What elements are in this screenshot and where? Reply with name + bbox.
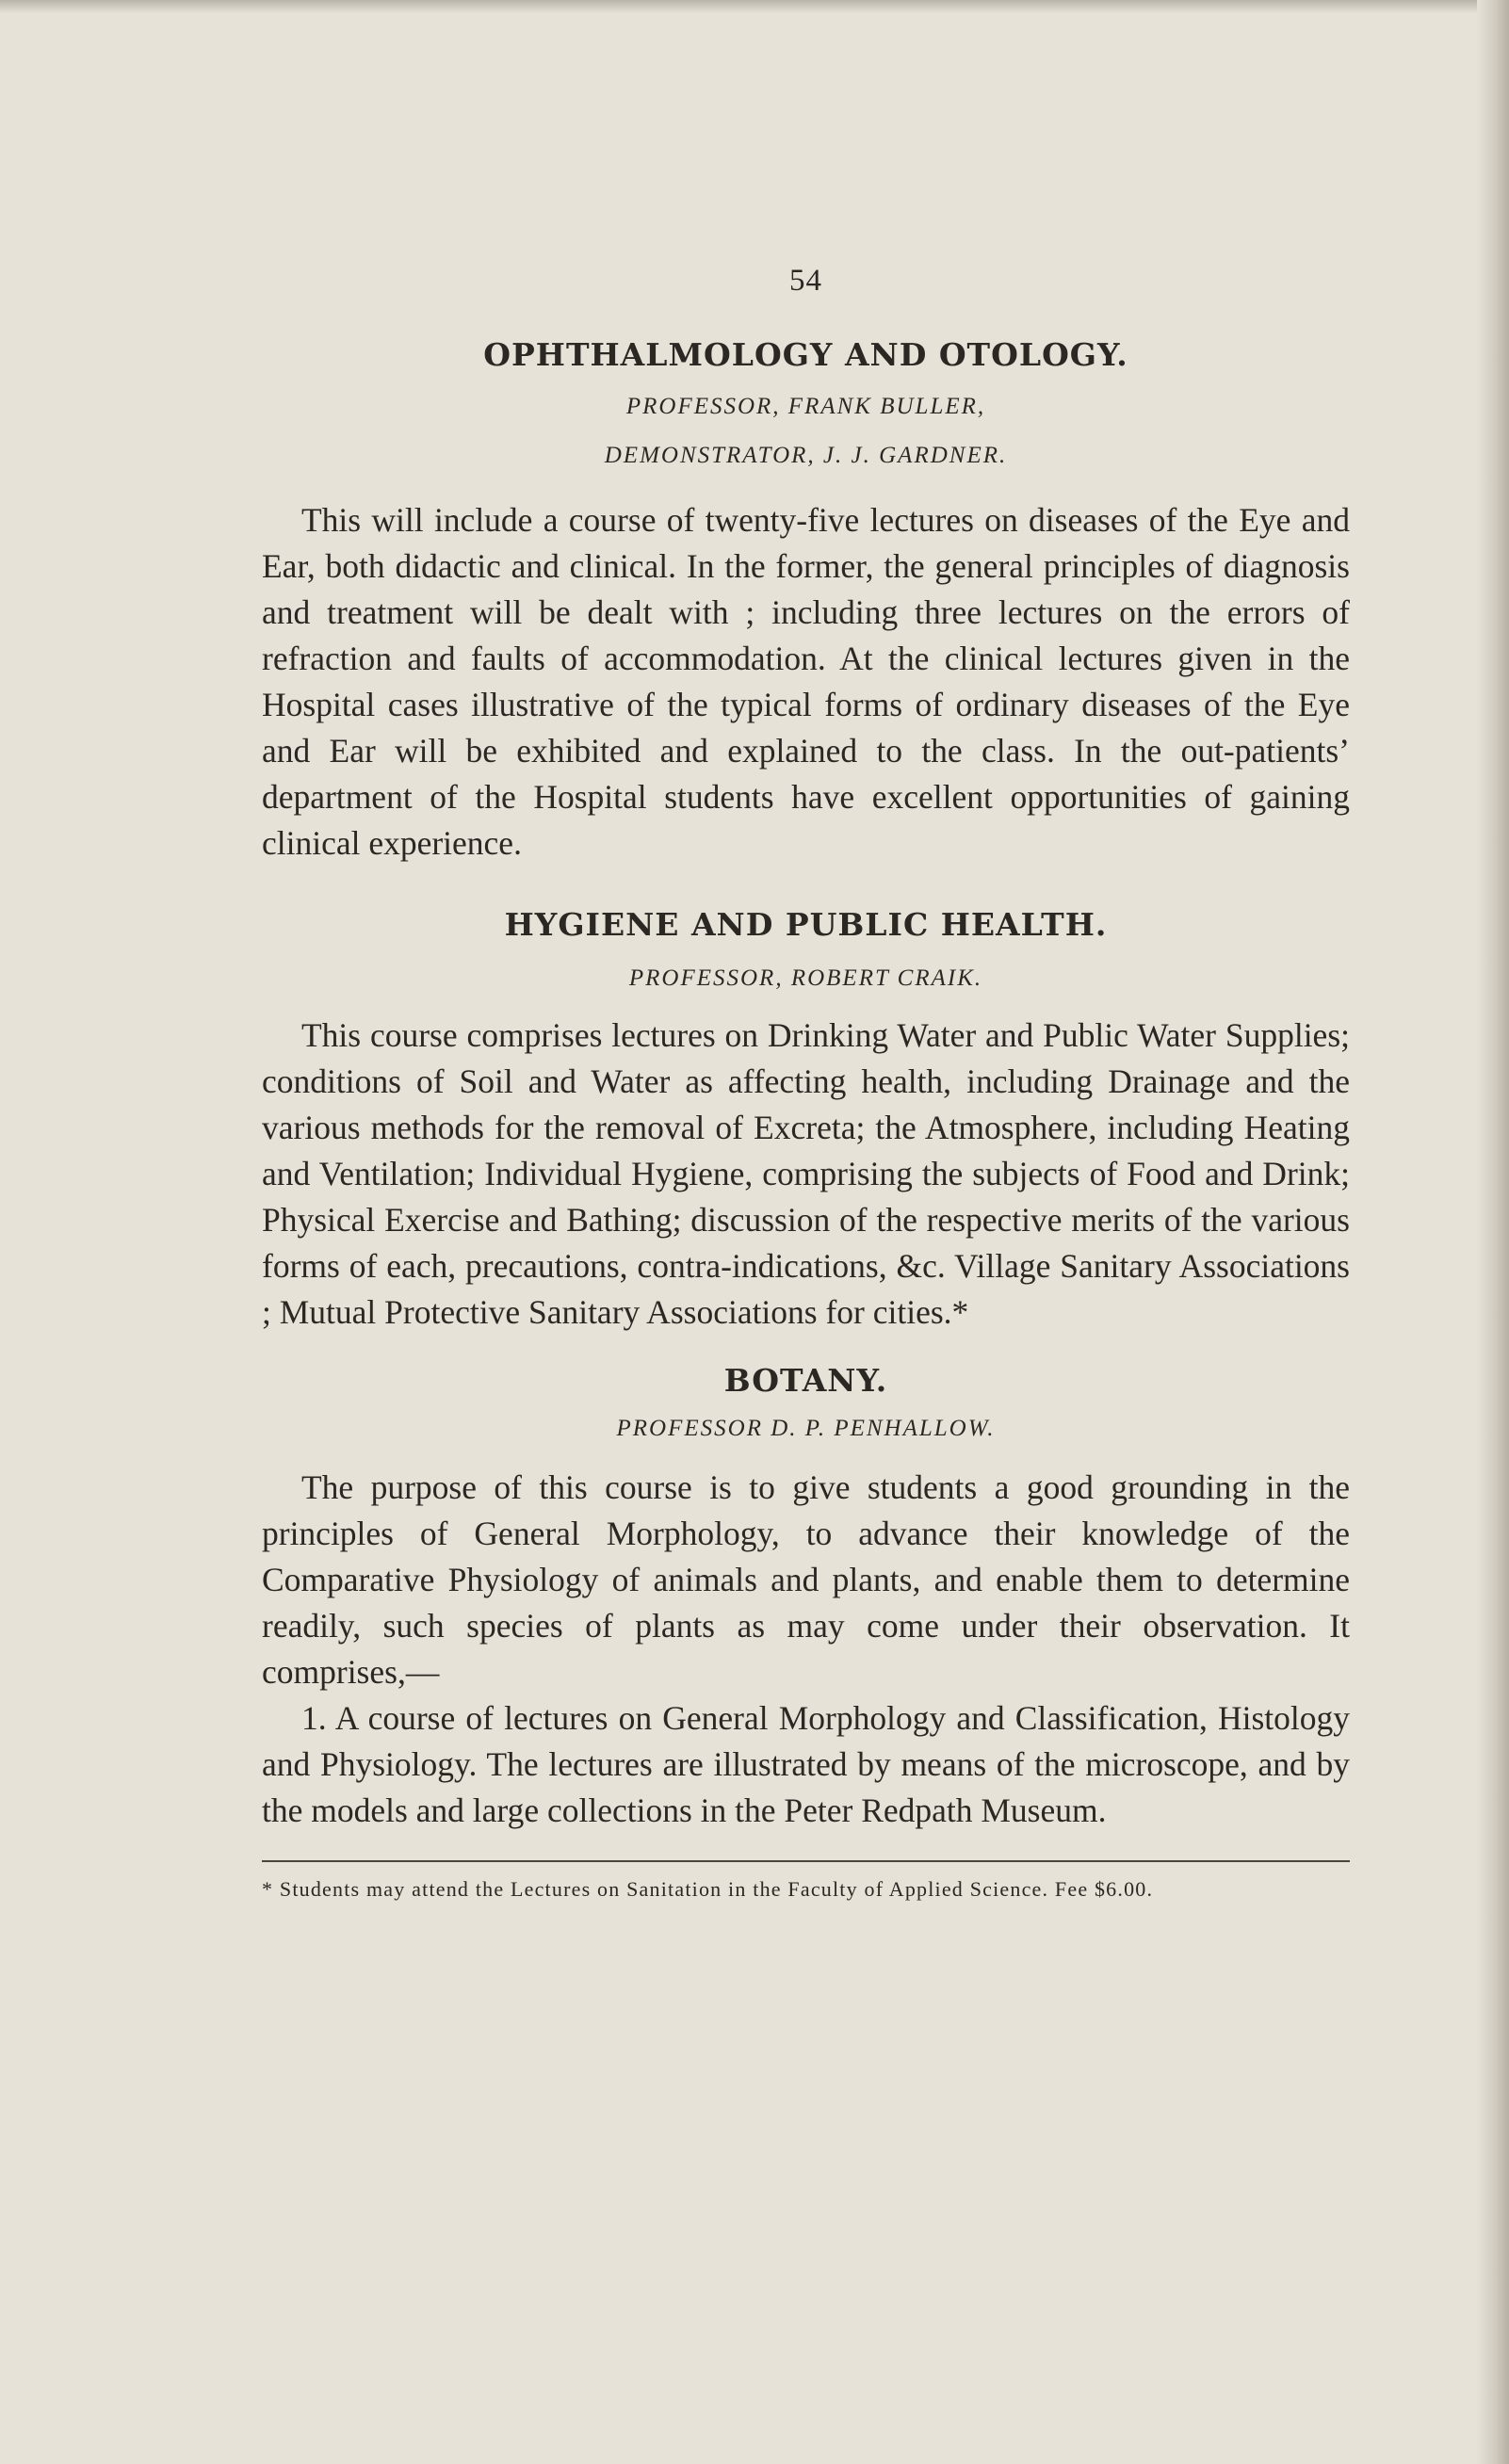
section-title: OPHTHALMOLOGY AND OTOLOGY. [483,336,1128,373]
footnote-divider [262,1860,1350,1862]
footnote: * Students may attend the Lectures on Sanitation in the Faculty of Applied Science. Fee $6.00. [262,1877,1154,1901]
section-paragraph: This course comprises lectures on Drinking Water and Public Water Supplies; conditions of Soil and Water as affecting health, including Drainage and the various methods for the removal of Excreta; the Atmosphere, including Heating and Ventilation; Individual Hygiene, comprising the subjects of Food and Drink; Physical Exercise and Bathing; discussion of the respective merits of the various forms of each, precautions, contra-indications, &c. Village Sanitary Associations ; Mutual Protective Sanitary Associations for cities.* [262,1016,1350,1331]
section-title: BOTANY. [723,1362,888,1399]
section-title: HYGIENE AND PUBLIC HEALTH. [504,906,1108,943]
section-paragraph: The purpose of this course is to give students a good grounding in the principles of General Morphology, to advance their knowledge of the Comparative Physiology of animals and plants, and enable them to determine readily, such species of plants as may come under their observation. It comprises,— [262,1468,1350,1691]
section-hygiene [262,906,1350,1336]
professor-line: PROFESSOR D. P. PENHALLOW. [616,1416,996,1441]
professor-line: PROFESSOR, FRANK BULLER, [625,394,986,419]
page-top-shadow [0,0,1509,13]
section-botany [262,1362,1350,1834]
page-content [262,264,1350,1905]
professor-line: PROFESSOR, ROBERT CRAIK. [628,965,983,991]
page-right-edge [1477,0,1509,2464]
section-paragraph: This will include a course of twenty-five lectures on diseases of the Eye and Ear, both didactic and clinical. In the former, the general principles of diagnosis and treatment will be dealt with ; including three lectures on the errors of refraction and faults of accommodation. At the clinical lectures given in the Hospital cases illustrative of the typical forms of ordinary diseases of the Eye and Ear will be exhibited and explained to the class. In the out-patients’ department of the Hospital students have excellent opportunities of gaining clinical experience. [262,501,1350,862]
section-paragraph: 1. A course of lectures on General Morphology and Classification, Histology and Physiology. The lectures are illustrated by means of the microscope, and by the models and large collections in the Peter Redpath Museum. [262,1699,1350,1829]
page-number: 54 [789,264,822,298]
demonstrator-line: DEMONSTRATOR, J. J. GARDNER. [604,443,1008,468]
section-ophthalmology [262,336,1350,867]
